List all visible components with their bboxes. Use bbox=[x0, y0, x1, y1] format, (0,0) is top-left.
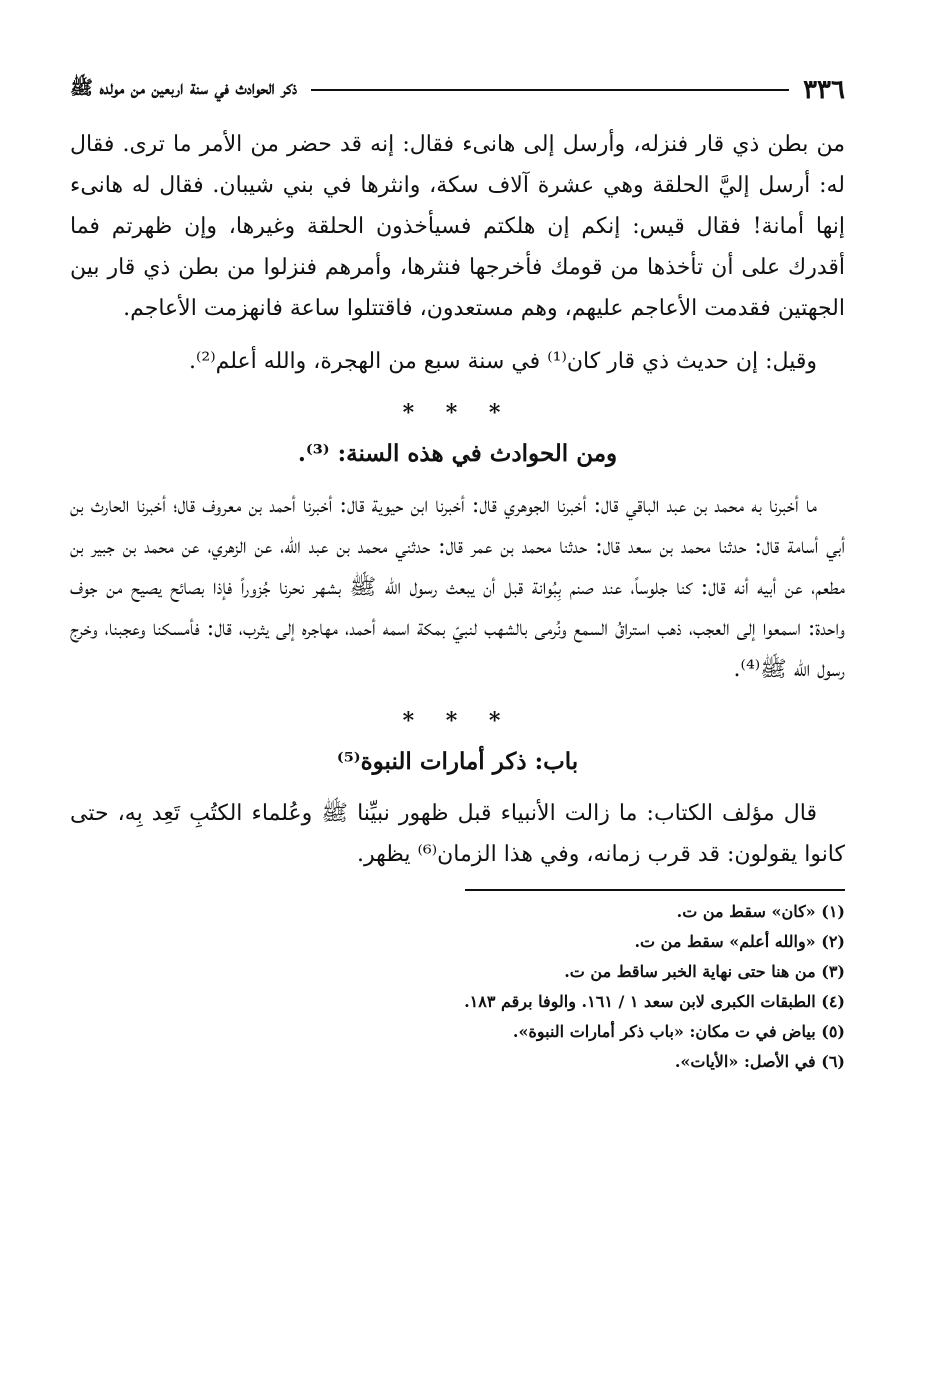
paragraph-4: قال مؤلف الكتاب: ما زالت الأنبياء قبل ظهور نبيِّنا ﷺ وعُلماء الكتُبِ تَعِد بِه، حتى كانوا يقولون: قد قرب زمانه، وفي هذا الزمان⁽⁶⁾ يظهر. bbox=[70, 801, 845, 867]
paragraph-1: من بطن ذي قار فنزله، وأرسل إلى هانىء فقال: إنه قد حضر من الأمر ما ترى. فقال له: أرسل إليَّ الحلقة وهي عشرة آلاف سكة، وانثرها في بني شيبان. فقال له هانىء إنها أمانة! فقال قيس: إنكم إن هلكتم فسيأخذون الحلقة وغيرها، وإن ظهرتم فما أقدرك على أن تأخذها من قومك فأخرجها فنثرها، وأمرهم فنزلوا من بطن ذي قار بين الجهتين فقدمت الأعاجم عليهم، وهم مستعدون، فاقتتلوا ساعة فانهزمت الأعاجم. bbox=[70, 132, 845, 321]
footnote: (١) «كان» سقط من ت. bbox=[676, 902, 845, 921]
running-title: ذكر الحوادث في سنة اربعين من مولده ﷺ bbox=[70, 77, 298, 99]
footnote: (٣) من هنا حتى نهاية الخبر ساقط من ت. bbox=[564, 962, 845, 981]
section-heading-1: ومن الحوادث في هذه السنة: ⁽³⁾. bbox=[297, 440, 618, 467]
section-separator-1: * * * bbox=[402, 400, 513, 426]
footnotes bbox=[70, 897, 845, 1077]
section-separator-2: * * * bbox=[402, 708, 513, 734]
footnote: (٦) في الأصل: «الأيات». bbox=[674, 1052, 845, 1071]
paragraph-3: ما أخبرنا به محمد بن عبد الباقي قال: أخبرنا الجوهري قال: أخبرنا ابن حيوية قال: أخبرنا أحمد بن معروف قال؛ أخبرنا الحارث بن أبي أسامة قال: حدثنا محمد بن سعد قال: حدثنا محمد بن عمر قال: حدثني محمد بن عبد الله، عن الزهري، عن محمد بن جبير بن مطعم، عن أبيه أنه قال: كنا جلوساً، عند صنم بِبُوانة قبل أن يبعث رسول الله ﷺ بشهر نحرنا جُزوراً فإذا بصائح يصيح من جوف واحدة: اسمعوا إلى العجب، ذهب استراقُ السمع ونُرمى بالشهب لنبيّ بمكة اسمه أحمد، مهاجره إلى يثرب، قال: فأمسكنا وعجبنا، وخرج رسول الله ﷺ⁽⁴⁾. bbox=[70, 493, 845, 682]
footnote: (٥) بياض في ت مكان: «باب ذكر أمارات النبوة». bbox=[512, 1022, 845, 1041]
header-rule bbox=[311, 89, 789, 91]
footnote: (٢) «والله أعلم» سقط من ت. bbox=[634, 932, 845, 951]
page-number: ٣٣٦ bbox=[803, 75, 845, 105]
section-heading-2: باب: ذكر أمارات النبوة⁽⁵⁾ bbox=[336, 748, 579, 775]
footnote: (٤) الطبقات الكبرى لابن سعد ١ / ١٦١. والوفا برقم ١٨٣. bbox=[464, 992, 845, 1011]
page-header bbox=[70, 70, 845, 110]
footnote-rule bbox=[465, 889, 845, 891]
paragraph-2: وقيل: إن حديث ذي قار كان⁽¹⁾ في سنة سبع من الهجرة، والله أعلم⁽²⁾. bbox=[188, 349, 817, 374]
page-body bbox=[70, 124, 845, 875]
book-page bbox=[70, 70, 845, 1077]
